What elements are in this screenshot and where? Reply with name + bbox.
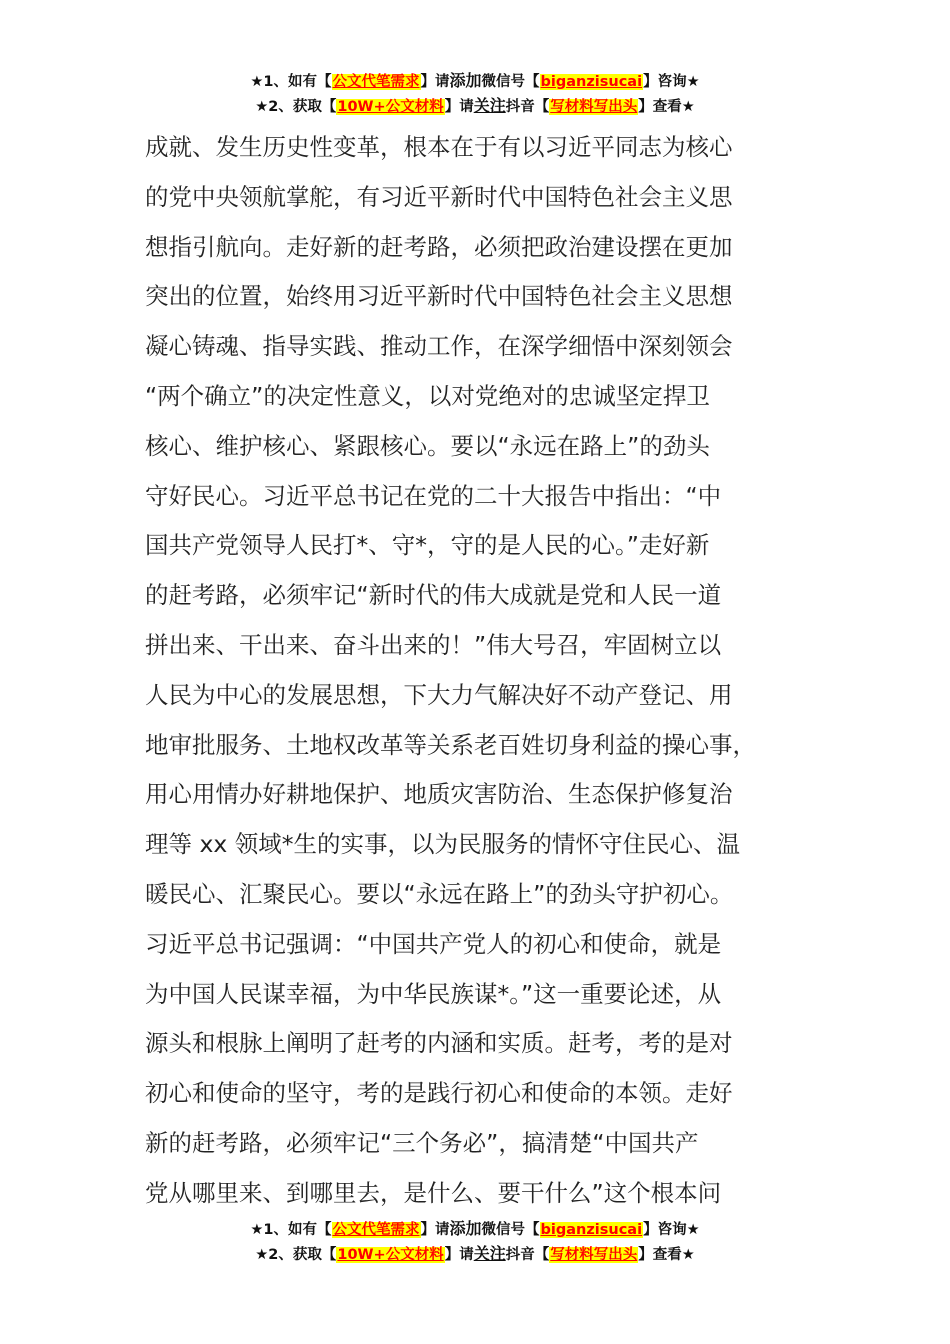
- promo-line-1-emphasis: 添加: [449, 71, 482, 90]
- promo-line-2-mid: 】请: [444, 1247, 474, 1263]
- body-text-line: 拼出来、干出来、奋斗出来的！”伟大号召，牢固树立以: [145, 630, 722, 659]
- promo-line-1-prefix: ★1、如有【: [250, 1222, 332, 1238]
- promo-line-1-service-highlight: 公文代笔需求: [332, 74, 420, 90]
- promo-line-2-materials-highlight: 10W+公文材料: [337, 99, 444, 115]
- promo-line-2-emphasis: 关注: [473, 96, 506, 115]
- body-text-line: 突出的位置，始终用习近平新时代中国特色社会主义思想: [145, 282, 733, 311]
- promo-line-2-mid2: 抖音【: [505, 1247, 550, 1263]
- promo-line-2-mid2: 抖音【: [505, 99, 550, 115]
- promo-line-2-douyin-id: 写材料写出头: [550, 99, 638, 115]
- body-text-line: 守好民心。习近平总书记在党的二十大报告中指出：“中: [145, 481, 722, 510]
- promo-line-1-suffix: 】咨询★: [643, 1222, 700, 1238]
- promo-line-2-emphasis: 关注: [473, 1244, 506, 1263]
- body-text-line: “两个确立”的决定性意义，以对党绝对的忠诚坚定捍卫: [145, 381, 710, 410]
- promo-line-1-mid2: 微信号【: [481, 1222, 540, 1238]
- promo-line-2-materials-highlight: 10W+公文材料: [337, 1247, 444, 1263]
- promo-line-2-prefix: ★2、获取【: [255, 99, 337, 115]
- body-text-line: 成就、发生历史性变革，根本在于有以习近平同志为核心: [145, 133, 733, 161]
- body-text-line: 人民为中心的发展思想，下大力气解决好不动产登记、用: [145, 680, 733, 709]
- body-text-line: 地审批服务、土地权改革等关系老百姓切身利益的操心事，: [145, 730, 756, 759]
- body-text-line: 党从哪里来、到哪里去，是什么、要干什么”这个根本问: [145, 1178, 722, 1207]
- promo-line-1-emphasis: 添加: [449, 1219, 482, 1238]
- promo-line-2-suffix: 】查看★: [638, 99, 695, 115]
- promo-line-1: [0, 69, 950, 94]
- body-text-line: 核心、维护核心、紧跟核心。要以“永远在路上”的劲头: [145, 431, 710, 460]
- promo-line-2: [0, 94, 950, 119]
- promo-line-2-douyin-id: 写材料写出头: [550, 1247, 638, 1263]
- body-text-line: 初心和使命的坚守，考的是践行初心和使命的本领。走好: [145, 1079, 733, 1108]
- promo-line-2: [0, 1242, 950, 1267]
- promo-line-1: [0, 1217, 950, 1242]
- promo-line-2-suffix: 】查看★: [638, 1247, 695, 1263]
- promo-line-2-mid: 】请: [444, 99, 474, 115]
- body-text-line: 为中国人民谋幸福，为中华民族谋*。”这一重要论述，从: [145, 979, 722, 1008]
- promo-line-1-service-highlight: 公文代笔需求: [332, 1222, 420, 1238]
- promo-line-1-suffix: 】咨询★: [643, 74, 700, 90]
- promo-line-1-mid: 】请: [420, 1222, 450, 1238]
- body-text-line: 用心用情办好耕地保护、地质灾害防治、生态保护修复治: [145, 780, 733, 809]
- document-body: [145, 123, 825, 1219]
- promo-line-1-wechat-id: biganzisucai: [540, 74, 643, 90]
- body-text-line: 暖民心、汇聚民心。要以“永远在路上”的劲头守护初心。: [145, 879, 734, 908]
- body-text-line: 习近平总书记强调：“中国共产党人的初心和使命，就是: [145, 929, 722, 958]
- promo-line-1-mid: 】请: [420, 74, 450, 90]
- promo-line-2-prefix: ★2、获取【: [255, 1247, 337, 1263]
- body-text-line: 的赶考路，必须牢记“新时代的伟大成就是党和人民一道: [145, 581, 722, 610]
- promo-line-1-wechat-id: biganzisucai: [540, 1222, 643, 1238]
- body-text-line: 新的赶考路，必须牢记“三个务必”，搞清楚“中国共产: [145, 1128, 699, 1157]
- body-text-line: 国共产党领导人民打*、守*，守的是人民的心。”走好新: [145, 531, 710, 560]
- promo-line-1-mid2: 微信号【: [481, 74, 540, 90]
- body-text-line: 想指引航向。走好新的赶考路，必须把政治建设摆在更加: [145, 232, 733, 261]
- bottom-promo-banner: [0, 1217, 950, 1267]
- body-text-line: 源头和根脉上阐明了赶考的内涵和实质。赶考，考的是对: [145, 1029, 733, 1058]
- top-promo-banner: [0, 69, 950, 119]
- body-text-line: 凝心铸魂、指导实践、推动工作，在深学细悟中深刻领会: [145, 332, 733, 361]
- body-text-line: 的党中央领航掌舵，有习近平新时代中国特色社会主义思: [145, 182, 733, 211]
- body-text-line: 理等 xx 领域*生的实事，以为民服务的情怀守住民心、温: [145, 830, 741, 859]
- promo-line-1-prefix: ★1、如有【: [250, 74, 332, 90]
